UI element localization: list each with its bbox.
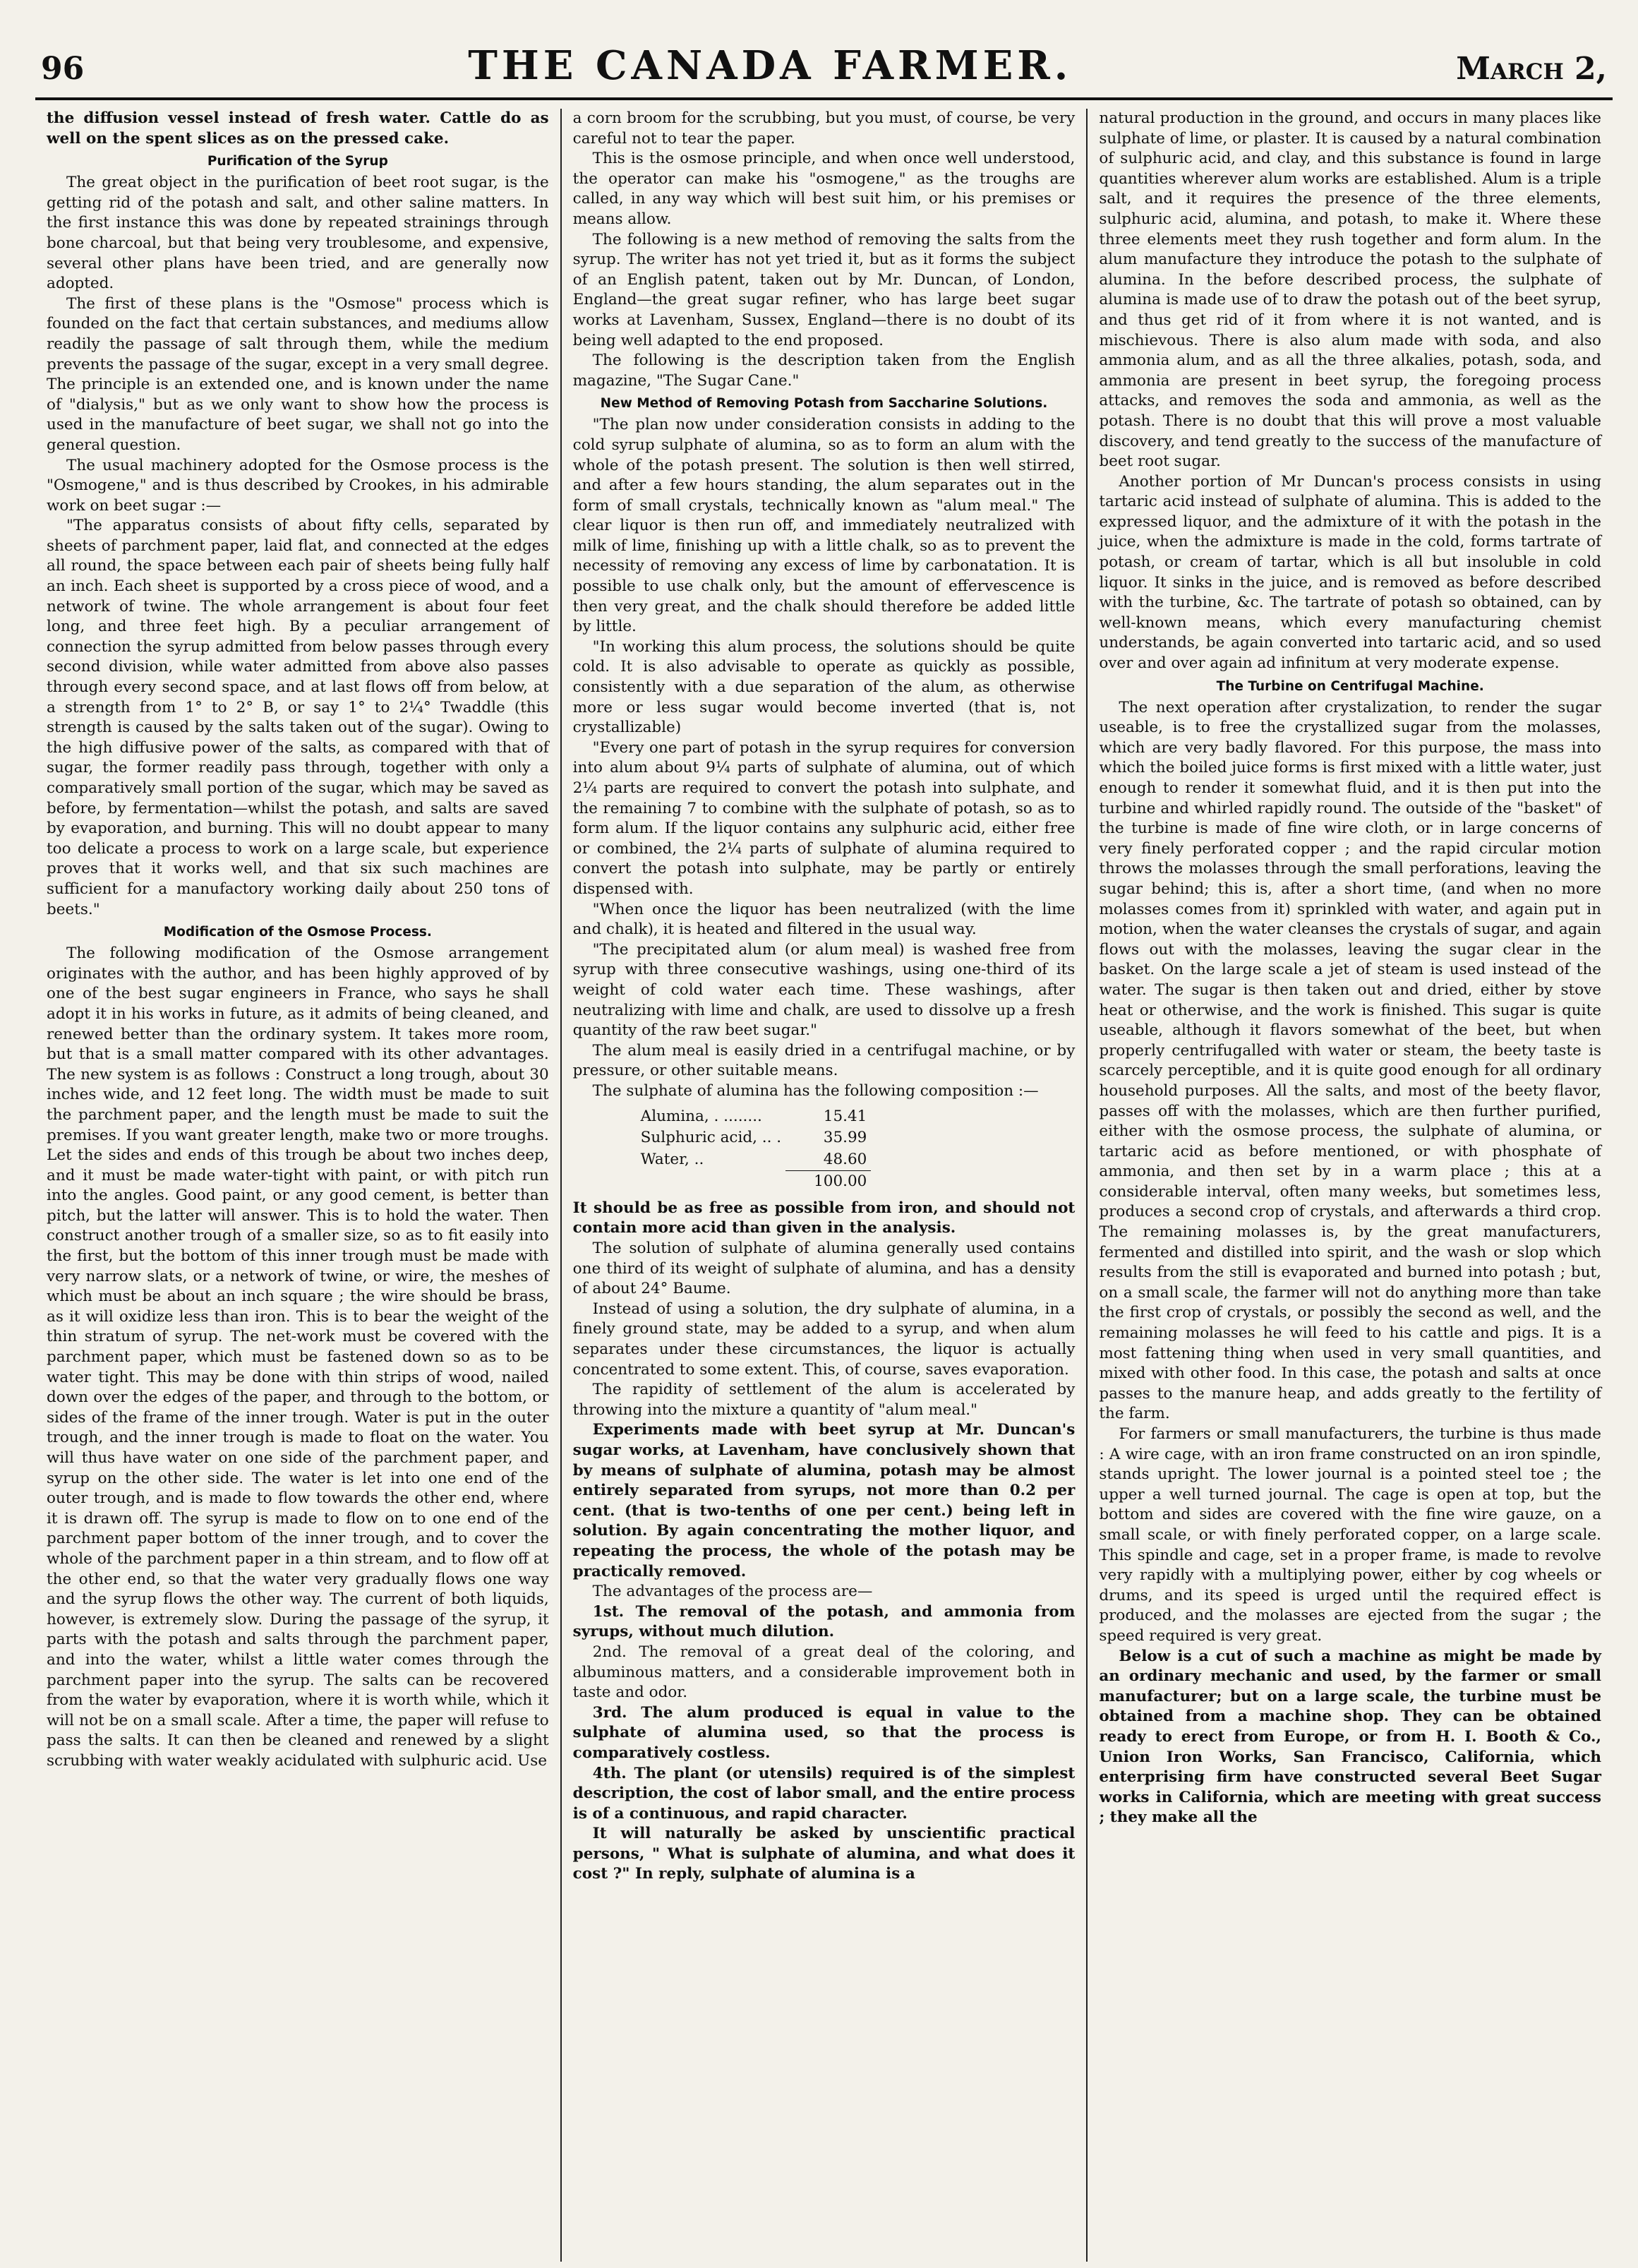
section-heading-modification: Modification of the Osmose Process. — [163, 925, 432, 940]
column-3 — [1086, 109, 1613, 2262]
paragraph: Experiments made with beet syrup at Mr. Duncan's sugar works, at Lavenham, have conclusively shown that by means of sulphate of alumina, potash may be almost entirely separated from syrups, not more than 0.2 per cent. (that is two-tenths of one per cent.) being left in solution. By again concentrating the mother liquor, and repeating the process, the whole of the potash may be practically removed. — [572, 1421, 1076, 1580]
page-number: 96 — [41, 51, 85, 87]
paragraph: the diffusion vessel instead of fresh water. Cattle do as well on the spent slices as on the pressed cake. — [47, 109, 549, 148]
paragraph: Instead of using a solution, the dry sulphate of alumina, in a finely ground state, may be added to a syrup, and when alum separates under these circumstances, the liquor is actually concentrated to some extent. This, of course, saves evaporation. — [572, 1300, 1076, 1379]
paragraph: The solution of sulphate of alumina generally used contains one third of its weight of sulphate of alumina, and has a density of about 24° Baume. — [572, 1240, 1076, 1298]
paragraph: This is the osmose principle, and when once well understood, the operator can make his "osmogene," as the troughs are called, in any way which will best suit him, or his premises or means allow. — [572, 150, 1076, 228]
article-columns — [35, 109, 1613, 2262]
paragraph: For farmers or small manufacturers, the turbine is thus made : A wire cage, with an iron frame constructed on an iron spindle, stands upright. The lower journal is a pointed steel toe ; the upper a well turned journal. The cage is open at top, but the bottom and sides are covered with the fine wire gauze, on a small scale, or with finely perforated copper, on a large scale. This spindle and cage, set in a proper frame, is made to revolve very rapidly with a multiplying power, either by cog wheels or drums, and its speed is urged until the required effect is produced, and the molasses are ejected from the sugar ; the speed required is very great. — [1099, 1425, 1602, 1645]
paragraph: It should be as free as possible from iron, and should not contain more acid than given in the analysis. — [572, 1199, 1076, 1237]
list-item: 3rd. The alum produced is equal in value to the sulphate of alumina used, so that the process is comparatively costless. — [572, 1703, 1076, 1762]
paragraph: The great object in the purification of beet root sugar, is the getting rid of the potash and salt, and other saline matters. In the first instance this was done by repeated strainings through bone charcoal, but that being very troublesome, and expensive, several other plans have been tried, and are generally now adopted. — [47, 174, 549, 293]
table-row — [637, 1127, 872, 1149]
section-heading-new-method: New Method of Removing Potash from Saccharine Solutions. — [600, 396, 1048, 412]
quoted-paragraph: "Every one part of potash in the syrup requires for conversion into alum about 9¼ parts of sulphate of alumina, out of which 2¼ parts are required to convert the potash into sulphate, and the remaining 7 to combine with the sulphate of potash, so as to form alum. If the liquor contains any sulphuric acid, either free or combined, the 2¼ parts of sulphate of alumina required to convert the potash into sulphate, may be partly or entirely dispensed with. — [572, 738, 1076, 898]
paragraph: natural production in the ground, and occurs in many places like sulphate of lime, or plaster. It is caused by a natural combination of sulphuric acid, and clay, and this substance is found in large quantities wherever alum works are established. Alum is a triple salt, and it requires the presence of the three elements, sulphuric acid, alumina, and potash, to make it. Where these three elements meet they rush together and form alum. In the alum manufacture they introduce the potash to the sulphate of alumina. In the before described process, the sulphate of alumina is made use of to draw the potash out of the beet syrup, and thus get rid of it from where it is not wanted, and is mischievous. There is also alum made with soda, and also ammonia alum, and as all the three alkalies, potash, soda, and ammonia are present in beet syrup, the foregoing process attacks, and removes the soda and ammonia, as well as the potash. There is no doubt that this will prove a most valuable discovery, and tend greatly to the success of the manufacture of beet root sugar. — [1099, 109, 1602, 471]
list-item: 4th. The plant (or utensils) required is of the simplest description, the cost of labor small, and the entire process is of a continuous, and rapid character. — [572, 1764, 1076, 1823]
quoted-paragraph: "The precipitated alum (or alum meal) is washed free from syrup with three consecutive washings, using one-third of its weight of cold water each time. These washings, after neutralizing with lime and chalk, are used to dissolve up a fresh quantity of the raw beet sugar." — [572, 940, 1076, 1040]
table-row — [637, 1149, 872, 1171]
paragraph: The following is a new method of removing the salts from the syrup. The writer has not yet tried it, but as it forms the subject of an English patent, taken out by Mr. Duncan, of London, England—the great sugar refiner, who has large beet sugar works at Lavenham, Sussex, England—there is no doubt of its being well adapted to the end proposed. — [572, 230, 1076, 349]
paragraph: The usual machinery adopted for the Osmose process is the "Osmogene," and is thus described by Crookes, in his admirable work on beet sugar :— — [47, 456, 549, 515]
quoted-paragraph: "The apparatus consists of about fifty cells, separated by sheets of parchment paper, laid flat, and connected at the edges all round, the space between each pair of sheets being fully half an inch. Each sheet is supported by a cross piece of wood, and a network of twine. The whole arrangement is about four feet long, and three feet high. By a peculiar arrangement of connection the syrup admitted from below passes through every second division, while water admitted from above also passes through every second space, and at last flows off from below, at a strength from 1° to 2° B, or say 1° to 2¼° Twaddle (this strength is caused by the salts taken out of the sugar). Owing to the high diffusive power of the salts, as compared with that of sugar, the former readily pass through, together with only a comparatively small portion of the sugar, which may be saved as before, by fermentation—whilst the potash, and salts are saved by evaporation, and burning. This will no doubt appear to many too delicate a process to work on a large scale, but experience proves that it works well, and that six such machines are sufficient for a manufactory working daily about 250 tons of beets." — [47, 517, 549, 918]
quoted-paragraph: "When once the liquor has been neutralized (with the lime and chalk), it is heated and filtered in the usual way. — [572, 900, 1076, 939]
masthead — [35, 42, 1613, 100]
quoted-paragraph: "In working this alum process, the solutions should be quite cold. It is also advisable to operate as quickly as possible, consistently with a due separation of the alum, as otherwise more or less sugar would become inverted (that is, not crystallizable) — [572, 637, 1076, 737]
paragraph: The alum meal is easily dried in a centrifugal machine, or by pressure, or other suitable means. — [572, 1041, 1076, 1080]
section-heading-turbine: The Turbine on Centrifugal Machine. — [1216, 678, 1484, 694]
paragraph: The rapidity of settlement of the alum is accelerated by throwing into the mixture a quantity of "alum meal." — [572, 1381, 1076, 1419]
paragraph: Another portion of Mr Duncan's process consists in using tartaric acid instead of sulphate of alumina. This is added to the expressed liquor, and the admixture of it with the potash in the juice, when the admixture is made in the cold, forms tartrate of potash, or cream of tartar, which is all but insoluble in cold liquor. It sinks in the juice, and is removed as before described with the turbine, &c. The tartrate of potash so obtained, can by well-known means, which every manufacturing chemist understands, be again converted into tartaric acid, and so used over and over again ad infinitum at very moderate expense. — [1099, 472, 1602, 673]
paragraph: The following is the description taken from the English magazine, "The Sugar Cane." — [572, 352, 1076, 390]
paragraph: It will naturally be asked by unscientific practical persons, " What is sulphate of alumina, and what does it cost ?" In reply, sulphate of alumina is a — [572, 1825, 1076, 1883]
column-2 — [560, 109, 1087, 2262]
component-value: 15.41 — [823, 1107, 867, 1125]
table-row — [637, 1106, 872, 1128]
paragraph: The sulphate of alumina has the following composition :— — [592, 1081, 1039, 1100]
component-name: Sulphuric acid, .. . — [640, 1129, 782, 1147]
newspaper-title: THE CANADA FARMER. — [468, 42, 1073, 89]
paragraph: The following modification of the Osmose arrangement originates with the author, and has been highly approved of by one of the best sugar engineers in France, who says he shall adopt it in his works in future, as it admits of being cleaned, and renewed better than the ordinary system. It takes more room, but that is a small matter compared with its other advantages. The new system is as follows : Construct a long trough, about 30 inches wide, and 12 feet long. The width must be made to suit the parchment paper, and the length must be made to suit the premises. If you want greater length, make two or more troughs. Let the sides and ends of this trough be about two inches deep, and it must be made water-tight with paint, or with pitch run into the angles. Good paint, or any good cement, is better than pitch, but the latter will answer. This is to hold the water. Then construct another trough of a smaller size, so as to fit easily into the first, but the bottom of this inner trough must be made with very narrow slats, or a network of twine, or wire, the meshes of which must be about an inch square ; the wire should be brass, as it will oxidize less than iron. This is to bear the weight of the thin stratum of syrup. The net-work must be covered with the parchment paper, which must be fastened down so as to be water tight. This may be done with thin strips of wood, nailed down over the edges of the paper, and through to the bottom, or sides of the frame of the inner trough. Water is put in the outer trough, and the inner trough is made to float on the water. You will thus have water on one side of the parchment paper, and syrup on the other side. The water is let into one end of the outer trough, and is made to flow towards the other end, where it is drawn off. The syrup is made to flow on to one end of the parchment paper bottom of the inner trough, and to cover the whole of the parchment paper in a thin stream, and to flow off at the other end, so that the water very gradually flows one way and the syrup flows the other way. The current of both liquids, however, is extremely slow. During the passage of the syrup, it parts with the potash and salts through the parchment paper, and into the water, whilst a little water comes through the parchment paper into the syrup. The salts can be recovered from the water by evaporation, where it is worth while, which it will not be on a small scale. After a time, the paper will refuse to pass the salts. It can then be cleaned and renewed by a slight scrubbing with water weakly acidulated with sulphuric acid. Use — [47, 944, 549, 1770]
paragraph: The next operation after crystalization, to render the sugar useable, is to free the crystallized sugar from the molasses, which are very badly flavored. For this purpose, the mass into which the boiled juice forms is first mixed with a little water, just enough to render it somewhat fluid, and it is then put into the turbine and whirled rapidly round. The outside of the "basket" of the turbine is made of fine wire cloth, or in large concerns of very finely perforated copper ; and the rapid circular motion throws the molasses through the small perforations, leaving the sugar behind; this is, after a short time, (and when no more molasses comes from it) sprinkled with water, and again put in motion, when the water cleanses the crystals of sugar, and again flows out with the molasses, leaving the sugar clear in the basket. On the large scale a jet of steam is used instead of the water. The sugar is then taken out and dried, either by stove heat or otherwise, and the work is finished. This sugar is quite useable, although it flavors somewhat of the beet, but when properly centrifugalled with water or steam, the beety taste is scarcely perceptible, and it is quite good enough for all ordinary household purposes. All the salts, and most of the beety flavor, passes off with the molasses, which are then further purified, either with the osmose process, the sulphate of alumina, or tartaric acid as before mentioned, or with phosphate of ammonia, and then set by in a warm place ; this at a considerable interval, often many weeks, but sometimes less, produces a second crop of crystals, and afterwards a third crop. The remaining molasses is, by the great manufacturers, fermented and distilled into spirit, and the wash or slop which results from the still is evaporated and burned into potash ; but, on a small scale, the farmer will not do anything more than take the first crop of crystals, or possibly the second as well, and the remaining molasses he will feed to his cattle and pigs. It is a most fattening thing when used in very small quantities, and mixed with other food. In this case, the potash and salts at once passes to the manure heap, and adds greatly to the fertility of the farm. — [1099, 698, 1602, 1423]
column-1 — [35, 109, 560, 2262]
paragraph: The advantages of the process are— — [592, 1583, 873, 1601]
component-name: Water, .. — [640, 1150, 704, 1168]
composition-total: 100.00 — [785, 1171, 871, 1193]
component-value: 48.60 — [823, 1150, 867, 1168]
table-total-row — [637, 1171, 872, 1193]
component-name: Alumina, . ........ — [640, 1107, 762, 1125]
section-heading-purification: Purification of the Syrup — [207, 154, 388, 169]
paragraph: Below is a cut of such a machine as might be made by an ordinary mechanic and used, by the farmer or small manufacturer; but on a large scale, the turbine must be obtained from a machine shop. They can be obtained ready to erect from Europe, or from H. I. Booth & Co., Union Iron Works, San Francisco, California, which enterprising firm have constructed several Beet Sugar works in California, which are meeting with great success ; they make all the — [1099, 1647, 1602, 1827]
quoted-paragraph: "The plan now under consideration consists in adding to the cold syrup sulphate of alumina, so as to form an alum with the whole of the potash present. The solution is then well stirred, and after a few hours standing, the alum separates out in the form of small crystals, technically known as "alum meal." The clear liquor is then run off, and immediately neutralized with milk of lime, finishing up with a little chalk, so as to prevent the necessity of removing any excess of lime by carbonatation. It is possible to use chalk only, but the amount of effervescence is then very great, and the chalk should therefore be added little by little. — [572, 416, 1076, 636]
list-item: 1st. The removal of the potash, and ammonia from syrups, without much dilution. — [572, 1602, 1076, 1641]
composition-table — [637, 1106, 872, 1193]
paragraph: The first of these plans is the "Osmose" process which is founded on the fact that certain substances, and mediums allow readily the passage of salt through them, while the medium prevents the passage of the sugar, except in a very small degree. The principle is an extended one, and is known under the name of "dialysis," but as we only want to show how the process is used in the manufacture of beet sugar, we shall not go into the general question. — [47, 294, 549, 454]
component-value: 35.99 — [823, 1129, 867, 1147]
issue-date: March 2, — [1456, 51, 1607, 87]
list-item: 2nd. The removal of a great deal of the coloring, and albuminous matters, and a considerable improvement both in taste and odor. — [572, 1643, 1076, 1702]
paragraph: a corn broom for the scrubbing, but you must, of course, be very careful not to tear the paper. — [572, 109, 1076, 148]
